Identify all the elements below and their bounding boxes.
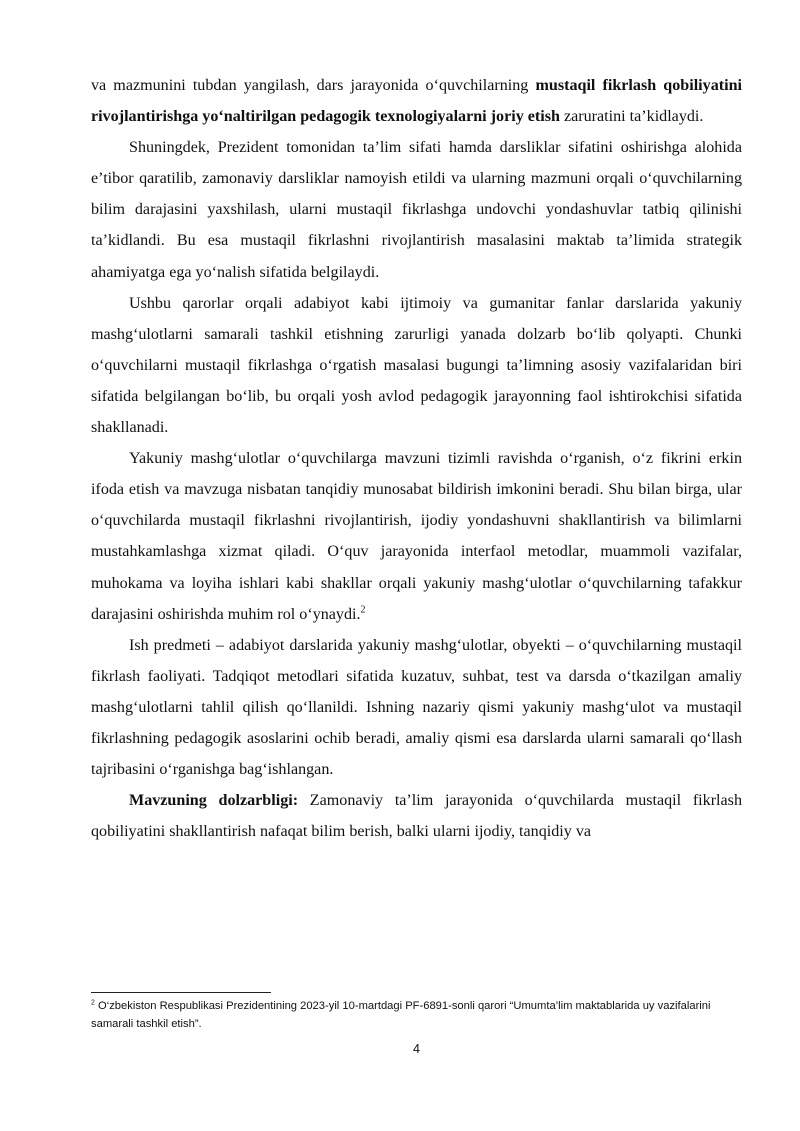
text-run: zaruratini ta’kidlaydi. [559,108,704,126]
text-run: Ish predmeti – adabiyot darslarida yakuniy mashg‘ulotlar, obyekti – o‘quvchilarning mustaqil fikrlash faoliyati. Tadqiqot metodlari sifatida kuzatuv, suhbat, test va darsda o‘tkazilgan amaliy mashg‘ulotlarni tahlil qilish qo‘llanildi. Ishning nazariy qismi yakuniy mashg‘ulot va mustaqil fikrlashning pedagogik asoslarini ochib beradi, amaliy qismi esa darslarda ularni samarali qo‘llash tajribasini o‘rganishga bag‘ishlangan. [91,636,742,779]
paragraph-p0 [91,70,742,132]
paragraph-p5 [91,785,742,847]
bold-text-run: mustaqil fikrlash qobiliyatini rivojlantirishga yo‘naltirilgan pedagogik texnologiyalarni joriy etish [91,77,742,126]
bold-text-run: Mavzuning dolzarbligi: [129,792,299,810]
paragraph-p1 [91,132,742,287]
text-run: Zamonaviy ta’lim jarayonida o‘quvchilarda mustaqil fikrlash qobiliyatini shakllantirish nafaqat bilim berish, balki ularni ijodiy, tanqidiy va [91,792,742,841]
text-run: va mazmunini tubdan yangilash, dars jarayonida o‘quvchilarning [91,77,536,94]
body-text [91,70,742,847]
footnote-reference: 2 [360,604,366,616]
paragraph-p2 [91,288,742,443]
footnote-separator [91,992,271,993]
page-number: 4 [413,1042,420,1056]
footnote-text: O‘zbekiston Respublikasi Prezidentining 2023-yil 10-martdagi PF-6891-sonli qarori “Umumta’lim maktablarida uy vazifalarini samarali tashkil etish”. [91,1000,711,1030]
footnote [91,997,742,1033]
text-run: Yakuniy mashg‘ulotlar o‘quvchilarga mavzuni tizimli ravishda o‘rganish, o‘z fikrini erkin ifoda etish va mavzuga nisbatan tanqidiy munosabat bildirish imkonini beradi. Shu bilan birga, ular o‘quvchilarda mustaqil fikrlashni rivojlantirish, ijodiy yondashuvni shakllantirish va bilimlarni mustahkamlashga xizmat qiladi. O‘quv jarayonida interfaol metodlar, muammoli vazifalar, muhokama va loyiha ishlari kabi shakllar orqali yakuniy mashg‘ulotlar o‘quvchilarning tafakkur darajasini oshirishda muhim rol o‘ynaydi. [91,450,742,623]
text-run: Ushbu qarorlar orqali adabiyot kabi ijtimoiy va gumanitar fanlar darslarida yakuniy mashg‘ulotlarni samarali tashkil etishning zarurligi yanada dolzarb bo‘lib qolyapti. Chunki o‘quvchilarni mustaqil fikrlashga o‘rgatish masalasi bugungi ta’limning asosiy vazifalaridan biri sifatida belgilangan bo‘lib, bu orqali yosh avlod pedagogik jarayonning faol ishtirokchisi sifatida shakllanadi. [91,294,742,437]
footnote-marker: 2 [91,999,95,1007]
text-run: Shuningdek, Prezident tomonidan ta’lim sifati hamda darsliklar sifatini oshirishga alohida e’tibor qaratilib, zamonaviy darsliklar namoyish etildi va ularning mazmuni orqali o‘quvchilarning bilim darajasini yaxshilash, ularni mustaqil fikrlashga undovchi yondashuvlar tatbiq qilinishi ta’kidlandi. Bu esa mustaqil fikrlashni rivojlantirish masalasini maktab ta’limida strategik ahamiyatga ega yo‘nalish sifatida belgilaydi. [91,139,742,281]
paragraph-p4 [91,630,742,785]
paragraph-p3 [91,443,742,630]
